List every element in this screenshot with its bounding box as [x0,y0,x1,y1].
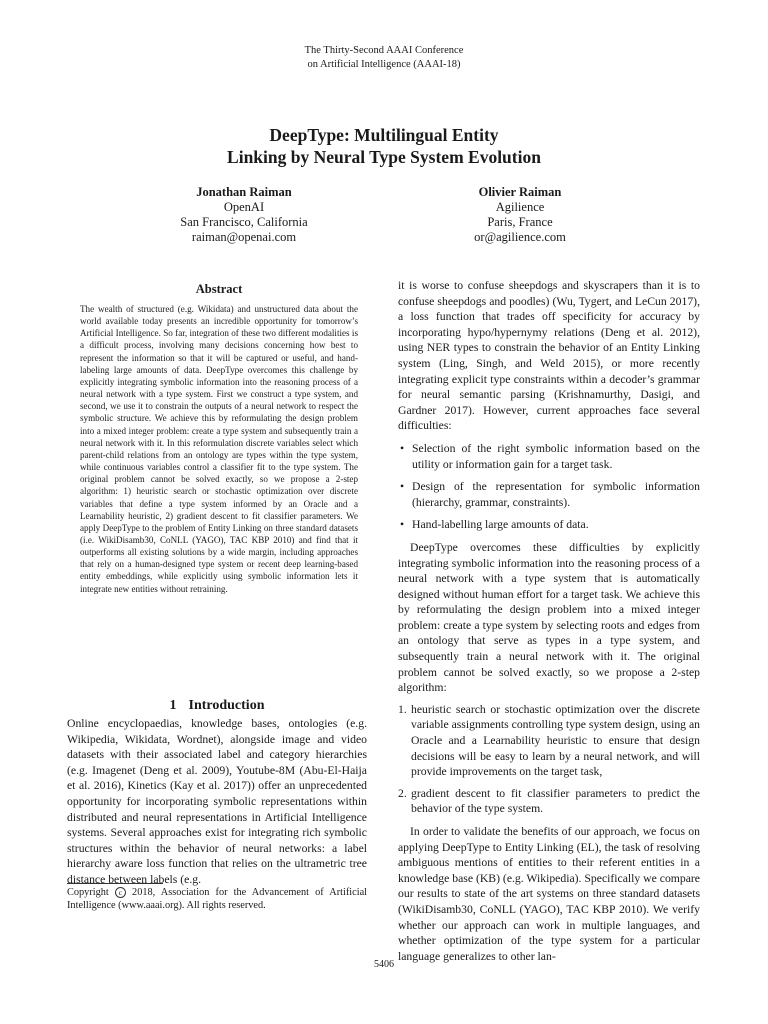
paper-title [0,124,768,168]
title-line-2: Linking by Neural Type System Evolution [227,147,541,167]
footnote-rule [67,883,163,884]
validation-paragraph: In order to validate the benefits of our approach, we focus on applying DeepType to Entity Linking (EL), the task of resolving ambiguous mentions of entities to their referent entities in a knowledge base (KB) (e.g. Wikipedia). Specifically we compare our results to state of the art systems on three standard datasets (WikiDisamb30, CoNLL (YAGO), TAC KBP 2010). We verify whether our approach can work in multiple languages, and whether optimization of the type system for a particular language generalizes to other lan- [398,825,700,963]
author-location: Paris, France [487,215,553,229]
bullet-icon: • [400,480,405,494]
section-heading-introduction [67,698,367,714]
section-number: 1 [169,698,177,713]
deeptype-paragraph: DeepType overcomes these difficulties by explicitly integrating symbolic information into the reasoning process of a neural network with a type system that is automatically designed without human effort for a target task. We achieve this by reformulating the design problem into a mixed integer problem: create a type system by selecting roots and edges from an ontology that serve as types in a type system, and subsequently train a neural network with it. The original problem cannot be solved exactly, so we propose a 2-step algorithm: [398,540,700,695]
title-line-1: DeepType: Multilingual Entity [269,125,499,145]
list-item: • Selection of the right symbolic information based on the utility or information gain for a target task. [400,441,700,471]
abstract-heading: Abstract [195,282,243,296]
conference-line-2: on Artificial Intelligence (AAAI-18) [307,59,461,70]
author-name: Olivier Raiman [478,185,562,199]
difficulties-list [398,441,700,533]
conference-header [0,44,768,72]
page-number: 5406 [374,959,394,970]
section-title: Introduction [188,698,265,713]
intro-left-paragraph: Online encyclopaedias, knowledge bases, ontologies (e.g. Wikipedia, Wikidata, Wordnet), alongside image and video datasets with their associated label and category hierarchies (e.g. Imagenet (Deng et al. 2009), Youtube-8M (Abu-El-Haija et al. 2016), Kinetics (Kay et al. 2017)) offer an unprecedented opportunity for incorporating symbolic representations within distributed and neural representations in Artificial Intelligence systems. Several approaches exist for integrating rich symbolic structures within the behavior of neural networks: a label hierarchy aware loss function that relies on the ultrametric tree distance between labels (e.g. [67,717,367,886]
copyright-icon: c [115,887,126,898]
list-item: 1. heuristic search or stochastic optimization over the discrete variable assignments controlling type system design, using an Oracle and a Learnability heuristic to ensure that design decisions will be easy to learn by a neural network, and will provide improvements on the target task, [398,702,700,779]
abstract-text: The wealth of structured (e.g. Wikidata) and unstructured data about the world available today presents an incredible opportunity for tomorrow’s Artificial Intelligence. So far, integration of these two different modalities is a difficult process, involving many decisions concerning how best to represent the information so that it will be captured or useful, and hand-labeling large amounts of data. DeepType overcomes this challenge by explicitly integrating symbolic information into the reasoning process of a neural network with a type system. First we construct a type system, and second, we use it to constrain the outputs of a neural network to respect the symbolic structure. We achieve this by reformulating the design problem into a mixed integer problem: create a type system and subsequently train a neural network with it. In this reformulation discrete variables select which parent-child relations from an ontology are types within the type system, while continuous variables control a classifier fit to the type system. The original problem cannot be solved exactly, so we propose a 2-step algorithm: 1) heuristic search or stochastic optimization over discrete variables that define a type system informed by an Oracle and a Learnability heuristic, 2) gradient descent to fit classifier parameters. We apply DeepType to the problem of Entity Linking on three standard datasets (i.e. WikiDisamb30, CoNLL (YAGO), TAC KBP 2010) and find that it outperforms all existing solutions by a wide margin, including approaches that rely on a human-designed type system or recent deep learning-based entity embeddings, while explicitly using symbolic information lets it integrate new entities without retraining. [80,304,358,594]
bullet-icon: • [400,518,405,532]
author-email[interactable]: raiman@openai.com [191,230,297,244]
list-item: • Hand-labelling large amounts of data. [400,518,589,532]
list-item: • Design of the representation for symbolic information (hierarchy, grammar, constraints). [400,480,700,509]
author-location: San Francisco, California [180,215,308,229]
author-block-2 [390,185,650,245]
right-column [398,278,700,964]
author-name: Jonathan Raiman [196,185,292,199]
author-affiliation: Agilience [495,200,545,214]
bullet-icon: • [400,441,405,455]
author-block-1 [114,185,374,245]
author-email[interactable]: or@agilience.com [474,230,566,244]
author-affiliation: OpenAI [223,200,265,214]
list-item: 2. gradient descent to fit classifier parameters to predict the behavior of the type system. [398,786,700,816]
algorithm-steps-list [398,702,700,817]
intro-right-paragraph: it is worse to confuse sheepdogs and skyscrapers than it is to confuse sheepdogs and poodles) (Wu, Tygert, and LeCun 2017), a loss function that trades off specificity for accuracy by incorporating hypo/hypernymy relations (Deng et al. 2012), using NER types to constrain the behavior of an Entity Linking system (Ling, Singh, and Weld 2015), or more recently integrating explicit type constraints within a decoder’s grammar for neural semantic parsing (Krishnamurthy, Dasigi, and Gardner 2017). However, current approaches face several difficulties: [398,279,700,433]
conference-line-1: The Thirty-Second AAAI Conference [304,45,464,56]
copyright-notice: Copyright c 2018, Association for the Advancement of Artificial Intelligence (www.aaai.org). All rights reserved. [67,887,367,911]
